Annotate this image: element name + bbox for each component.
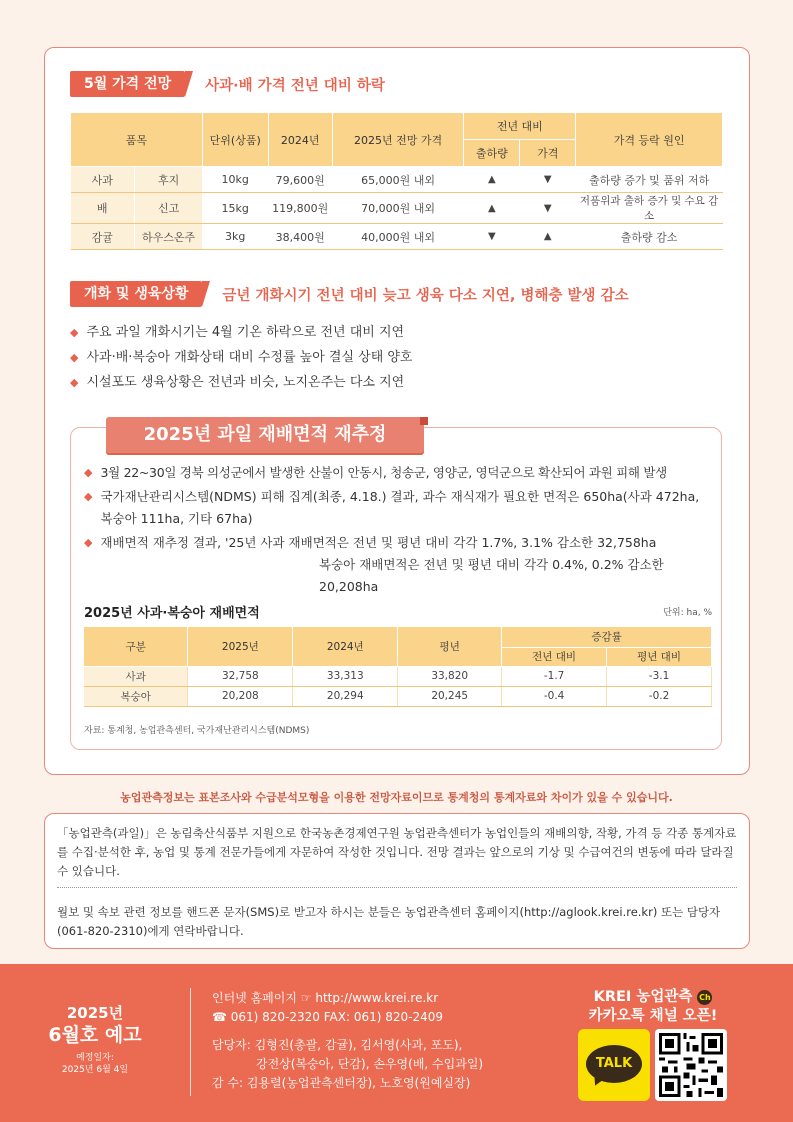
cause-cell: 출하량 감소 (576, 224, 723, 250)
phone-fax: ☎ 061) 820-2320 FAX: 061) 820-2409 (212, 1010, 444, 1024)
talk-bubble: TALK (586, 1045, 642, 1083)
price-outlook-table (70, 112, 723, 250)
disclaimer-box (44, 813, 750, 949)
list-item-continuation (84, 554, 714, 598)
outlook-cell: 40,000원 내외 (332, 224, 464, 250)
arrow-down-icon: ▼ (520, 167, 576, 193)
list-item (70, 370, 413, 395)
area-average-cell: 20,245 (398, 686, 502, 706)
variety-cell: 하우스온주 (134, 224, 202, 250)
supervisor-line: 감 수: 김용렬(농업관측센터장), 노호영(원예실장) (212, 1076, 471, 1090)
diamond-icon: ◆ (84, 490, 93, 503)
list-item-text: 시설포도 생육상황은 전년과 비슷, 노지온주는 다소 지연 (86, 375, 405, 390)
list-item-text: 주요 과일 개화시기는 4월 기온 하락으로 전년 대비 지연 (86, 325, 405, 340)
section-growth-header (70, 281, 629, 307)
homepage-link[interactable]: 인터넷 홈페이지 ☞ http://www.krei.re.kr (212, 991, 439, 1005)
list-item-text: 재배면적 재추정 결과, '25년 사과 재배면적은 전년 및 평년 대비 각각 1.7%, 3.1% 감소한 32,758ha (100, 535, 657, 550)
section-price-header (70, 71, 385, 97)
table-row (71, 193, 723, 224)
list-item (84, 486, 714, 530)
notice-text: 농업관측정보는 표본조사와 수급분석모형을 이용한 전망자료이므로 통계청의 통계자료와 차이가 있을 수 있습니다. (120, 791, 673, 804)
fruit-cell: 사과 (71, 167, 135, 193)
channel-icon: Ch (697, 990, 712, 1005)
sms-paragraph: 월보 및 속보 관련 정보를 핸드폰 문자(SMS)로 받고자 하시는 분들은 농업관측센터 홈페이지(http://aglook.krei.re.kr) 또는 담당자(061-820-2310)에게 연락바랍니다. (57, 905, 721, 938)
arrow-up-icon: ▲ (464, 167, 520, 193)
header-cause: 가격 등락 원인 (576, 113, 723, 167)
list-item-text: 국가재난관리시스템(NDMS) 피해 집계(최종, 4.18.) 결과, 과수 재식재가 필요한 면적은 650ha(사과 472ha, 복숭아 111ha, 기타 67ha) (100, 489, 700, 526)
next-issue-year: 2025년 (66, 1004, 124, 1022)
unit-label: 단위: ha, % (663, 608, 712, 618)
arrow-down-icon: ▼ (520, 193, 576, 224)
header-2024: 2024년 (268, 113, 332, 167)
next-issue-title: 6월호 예고 (48, 1024, 142, 1046)
header-average: 평년 (398, 627, 502, 666)
list-item-text: 복숭아 재배면적은 전년 및 평년 대비 각각 0.4%, 0.2% 감소한 20,208ha (319, 557, 664, 594)
yoy-cell: -1.7 (502, 666, 607, 686)
unit-cell: 10kg (202, 167, 268, 193)
diamond-icon: ◆ (70, 376, 79, 389)
variety-cell: 후지 (134, 167, 202, 193)
header-category: 구분 (84, 627, 188, 666)
list-item (70, 320, 413, 345)
diamond-icon: ◆ (84, 466, 93, 479)
header-item: 품목 (71, 113, 203, 167)
price-2024-cell: 38,400원 (268, 224, 332, 250)
diamond-icon: ◆ (70, 351, 79, 364)
list-item-text: 3월 22~30일 경북 의성군에서 발생한 산불이 안동시, 청송군, 영양군, 영덕군으로 확산되어 과원 피해 발생 (100, 465, 667, 480)
outlook-cell: 70,000원 내외 (332, 193, 464, 224)
header-unit: 단위(상품) (202, 113, 268, 167)
growth-bullet-list (70, 320, 413, 395)
reestimate-title: 2025년 과일 재배면적 재추정 (106, 417, 424, 453)
list-item (84, 462, 714, 484)
table-row (84, 686, 712, 706)
variety-cell: 신고 (134, 193, 202, 224)
diamond-icon: ◆ (70, 326, 79, 339)
cause-cell: 저품위과 출하 증가 및 수요 감소 (576, 193, 723, 224)
table-row (71, 224, 723, 250)
header-outlook: 2025년 전망 가격 (332, 113, 464, 167)
area-2025-cell: 32,758 (188, 666, 293, 686)
outlook-cell: 65,000원 내외 (332, 167, 464, 193)
staff-line: 강전상(복숭아, 단감), 손우영(배, 수입과일) (256, 1057, 484, 1071)
fruit-cell: 배 (71, 193, 135, 224)
price-2024-cell: 79,600원 (268, 167, 332, 193)
disclaimer-paragraph: 「농업관측(과일)」은 농림축산식품부 지원으로 한국농촌경제연구원 농업관측센터가 농업인들의 재배의향, 작황, 가격 등 각종 통계자료를 수집·분석한 후, 농업 및 통계 전문가들에게 자문하여 작성한 것입니다. 전망 결과는 앞으로의 기상 및 수급여건의 변동에 따라 달라질 수 있습니다. (57, 826, 737, 878)
kakao-channel-banner (578, 988, 728, 1026)
price-2024-cell: 119,800원 (268, 193, 332, 224)
header-change-rate: 증감률 (502, 627, 712, 647)
section-label: 개화 및 생육상황 (70, 281, 202, 307)
kakao-line1: KREI 농업관측 (593, 989, 693, 1005)
area-2024-cell: 33,313 (293, 666, 398, 686)
source-note: 자료: 통계청, 농업관측센터, 국가재난관리시스템(NDMS) (84, 726, 310, 736)
arrow-down-icon: ▼ (464, 224, 520, 250)
section-label: 5월 가격 전망 (70, 71, 185, 97)
vs-average-cell: -3.1 (607, 666, 712, 686)
footer-divider (190, 988, 191, 1096)
header-vs-average: 평년 대비 (607, 647, 712, 666)
staff-line: 담당자: 김형진(총괄, 감귤), 김서영(사과, 포도), (212, 1038, 463, 1052)
yoy-cell: -0.4 (502, 686, 607, 706)
arrow-up-icon: ▲ (464, 193, 520, 224)
cultivation-area-table (84, 627, 712, 707)
category-cell: 복숭아 (84, 686, 188, 706)
divider (57, 887, 737, 888)
fruit-cell: 감귤 (71, 224, 135, 250)
header-price: 가격 (520, 140, 576, 167)
footer (0, 964, 793, 1122)
header-yoy: 전년 대비 (502, 647, 607, 666)
area-2024-cell: 20,294 (293, 686, 398, 706)
unit-cell: 3kg (202, 224, 268, 250)
reestimate-bullet-list (84, 462, 714, 598)
section-subtitle: 사과·배 가격 전년 대비 하락 (205, 77, 385, 94)
due-label: 예정일자: (76, 1053, 114, 1063)
header-shipment: 출하량 (464, 140, 520, 167)
area-table-title: 2025년 사과·복숭아 재배면적 (84, 606, 260, 621)
next-issue-date (0, 1052, 190, 1076)
due-date: 2025년 6월 4일 (61, 1065, 129, 1075)
header-2024: 2024년 (293, 627, 398, 666)
list-item (84, 532, 714, 554)
list-item-text: 사과·배·복숭아 개화상태 대비 수정률 높아 결실 상태 양호 (86, 350, 413, 365)
area-average-cell: 33,820 (398, 666, 502, 686)
kakao-line2: 카카오톡 채널 오픈! (588, 1008, 718, 1024)
list-item (70, 345, 413, 370)
qr-code-icon[interactable] (655, 1029, 727, 1101)
section-subtitle: 금년 개화시기 전년 대비 늦고 생육 다소 지연, 병해충 발생 감소 (222, 287, 629, 304)
unit-cell: 15kg (202, 193, 268, 224)
diamond-icon: ◆ (84, 536, 93, 549)
table-row (71, 167, 723, 193)
kakaotalk-logo-icon[interactable] (578, 1029, 650, 1101)
contact-info (212, 989, 483, 1093)
category-cell: 사과 (84, 666, 188, 686)
table-row (84, 666, 712, 686)
vs-average-cell: -0.2 (607, 686, 712, 706)
arrow-up-icon: ▲ (520, 224, 576, 250)
header-2025: 2025년 (188, 627, 293, 666)
header-yoy: 전년 대비 (464, 113, 576, 140)
area-2025-cell: 20,208 (188, 686, 293, 706)
cause-cell: 출하량 증가 및 품위 저하 (576, 167, 723, 193)
